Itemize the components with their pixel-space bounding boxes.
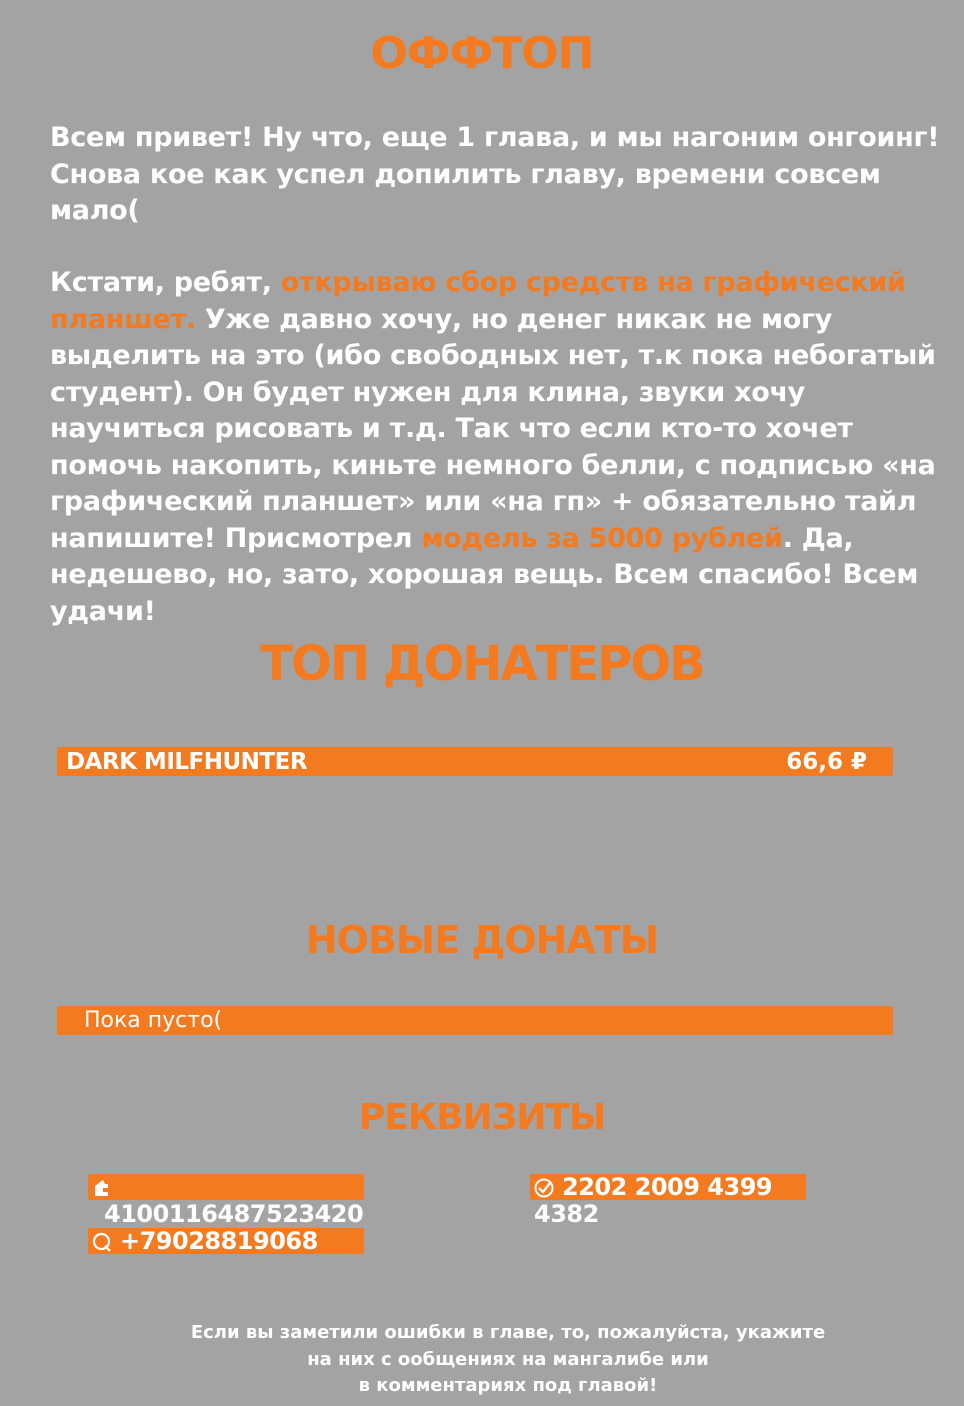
fundraiser-paragraph <box>50 265 950 630</box>
fundraiser-middle: Уже давно хочу, но денег никак не могу выделить на это (ибо свободных нет, т.к пока небогатый студент). Он будет нужен для клина, звуки хочу научиться рисовать и т.д. Так что если кто-то хочет помочь накопить, киньте немного белли, с подписью «на графический планшет» или «на гп» + обязательно тайл напишите! Присмотрел <box>50 303 936 554</box>
donor-amount: 66,6 ₽ <box>786 749 867 775</box>
yandex-wallet-number: 4100116487523420 <box>104 1200 364 1228</box>
footer-line: на них с ообщениях на мангалибе или <box>307 1348 709 1370</box>
donor-row <box>57 747 893 776</box>
bank-card-requisite <box>530 1173 806 1228</box>
footer-note <box>0 1320 964 1400</box>
intro-paragraph: Всем привет! Ну что, еще 1 глава, и мы нагоним онгоинг! Снова кое как успел допилить главу, времени совсем мало( <box>50 122 940 226</box>
new-donations-heading: НОВЫЕ ДОНАТЫ <box>305 918 659 962</box>
fundraiser-lead: Кстати, ребят, <box>50 267 281 298</box>
new-donations-row <box>57 1006 893 1035</box>
yandex-wallet-requisite <box>88 1174 364 1228</box>
top-donors-heading: ТОП ДОНАТЕРОВ <box>260 636 704 692</box>
footer-line: в комментариях под главой! <box>358 1375 658 1396</box>
qiwi-icon <box>92 1231 112 1251</box>
requisites-heading: РЕКВИЗИТЫ <box>358 1097 606 1138</box>
donor-name: DARK MILFHUNTER <box>66 749 308 775</box>
footer-line: Если вы заметили ошибки в главе, то, пожалуйста, укажите <box>190 1322 826 1343</box>
qiwi-requisite <box>88 1228 364 1254</box>
offtop-heading: ОФФТОП <box>370 28 594 79</box>
fundraiser-tail: . Да, недешево, но, зато, хорошая вещь. Всем спасибо! Всем удачи! <box>50 522 919 627</box>
wallet-icon <box>92 1177 112 1197</box>
qiwi-phone-number: +79028819068 <box>120 1227 318 1255</box>
bank-card-icon <box>534 1177 554 1197</box>
bank-card-number: 2202 2009 4399 4382 <box>534 1173 773 1228</box>
fundraiser-highlight-model: модель за 5000 рублей <box>421 522 783 554</box>
fundraiser-highlight-tablet: открываю сбор средств на графический планшет. <box>50 267 906 335</box>
empty-donations-text: Пока пусто( <box>84 1008 223 1033</box>
